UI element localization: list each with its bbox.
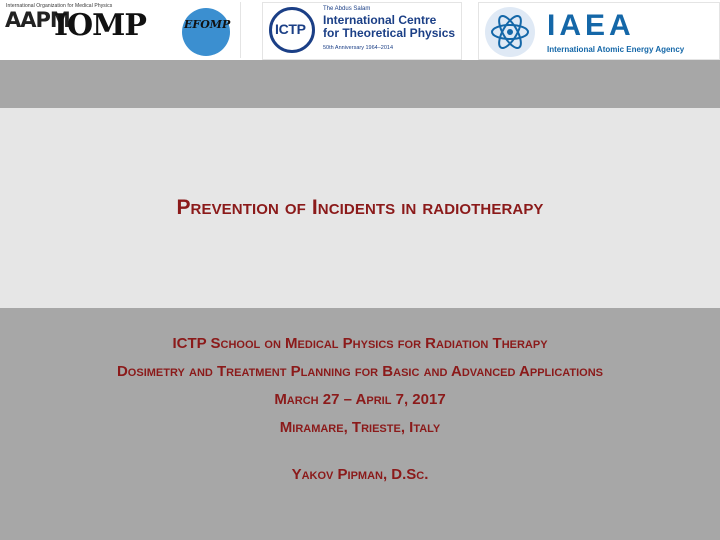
ictp-name-line2: for Theoretical Physics xyxy=(323,26,456,40)
ictp-anniversary: 50th Anniversary 1964–2014 xyxy=(323,45,394,51)
event-details xyxy=(0,330,720,442)
logo-bar xyxy=(0,0,720,60)
iaea-full-name: International Atomic Energy Agency xyxy=(547,45,685,54)
ictp-name-line1: International Centre xyxy=(323,13,437,27)
efomp-globe-icon xyxy=(182,8,230,56)
iaea-logo xyxy=(478,2,720,60)
iomp-wordmark: IOMP xyxy=(54,8,146,43)
event-dates: March 27 – April 7, 2017 xyxy=(274,391,446,408)
efomp-wordmark: EFOMP xyxy=(184,18,231,31)
presenter-name: Yakov Pipman, D.Sc. xyxy=(291,466,429,483)
slide-title: Prevention of Incidents in radiotherapy xyxy=(176,196,544,219)
ictp-subtitle: The Abdus Salam xyxy=(323,6,371,12)
aapm-logo-letters: AAPM xyxy=(5,8,70,32)
ictp-logo xyxy=(262,2,462,60)
school-subtitle: Dosimetry and Treatment Planning for Basic and Advanced Applications xyxy=(116,363,604,380)
school-name: ICTP School on Medical Physics for Radiation Therapy xyxy=(172,335,548,352)
ictp-abbreviation: ICTP xyxy=(275,21,306,37)
ictp-name xyxy=(323,14,455,40)
event-location: Miramare, Trieste, Italy xyxy=(279,419,441,436)
iomp-caption: International Organization for Medical Physics xyxy=(6,3,113,9)
iaea-abbreviation: IAEA xyxy=(547,9,635,42)
iaea-emblem-icon xyxy=(485,7,535,57)
iomp-efomp-logo xyxy=(2,2,241,58)
